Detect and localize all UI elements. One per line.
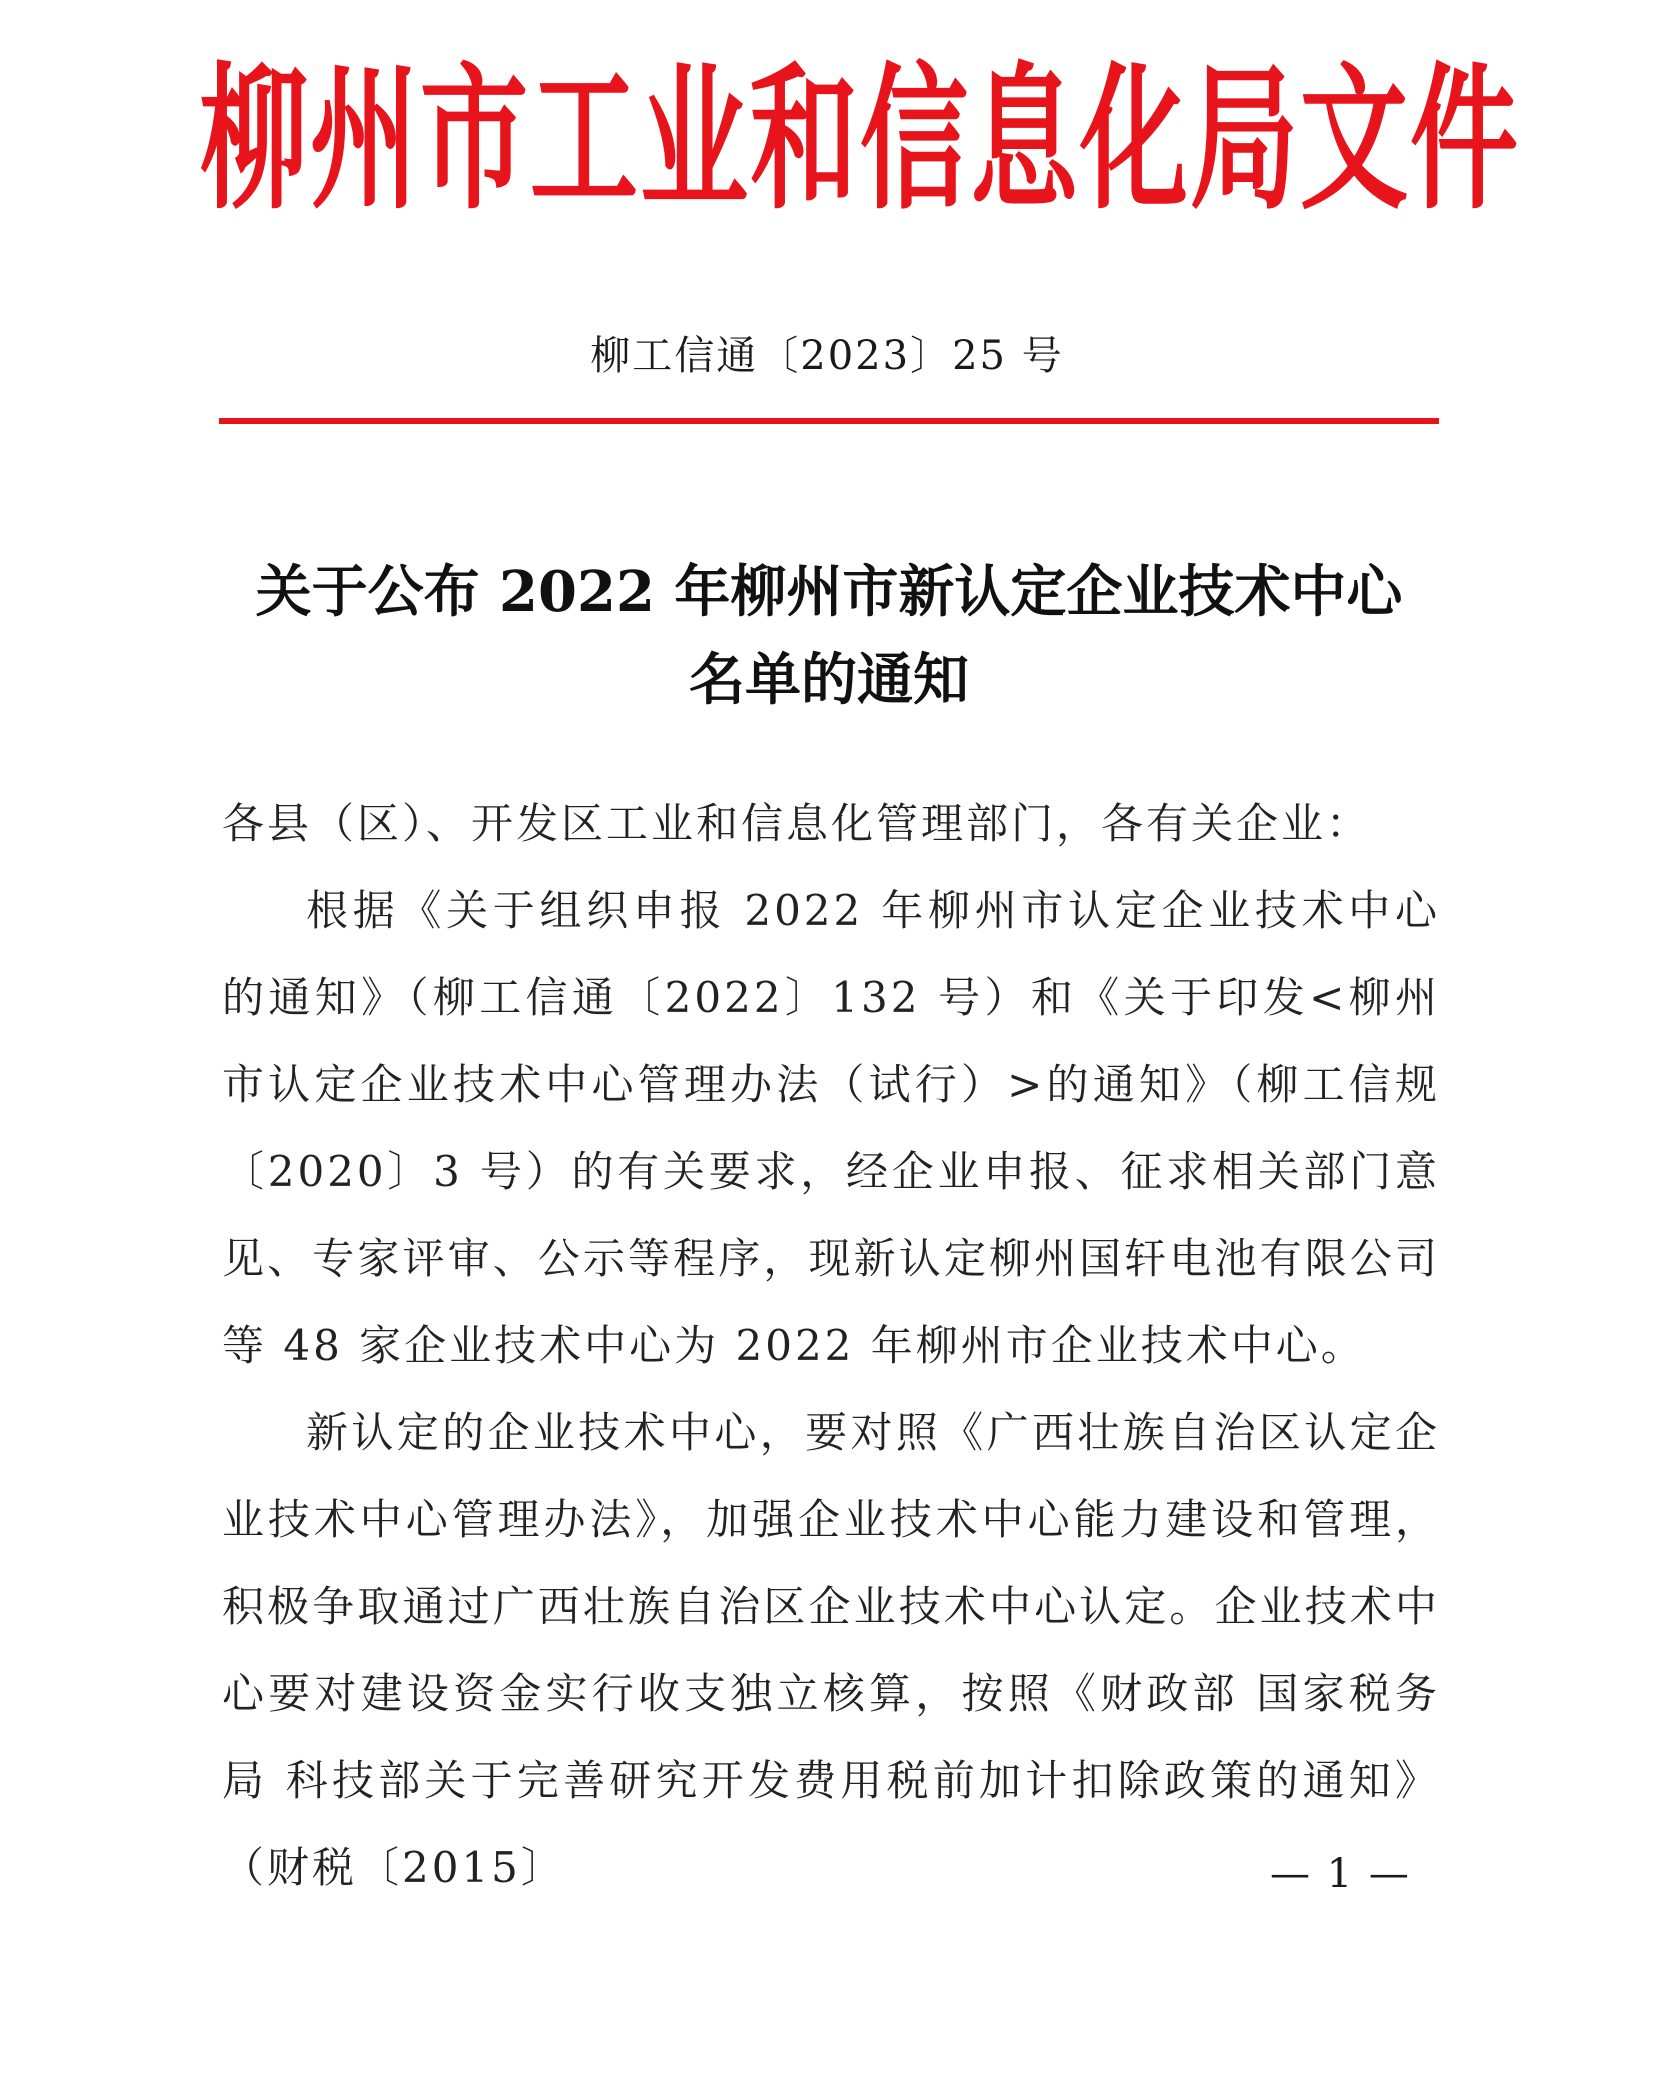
notice-title-line-1: 关于公布 2022 年柳州市新认定企业技术中心 [255, 559, 1403, 625]
paragraph-1: 根据《关于组织申报 2022 年柳州市认定企业技术中心的通知》（柳工信通〔2022〕132 号）和《关于印发<柳州市认定企业技术中心管理办法（试行）>的通知》（柳工信规〔2020〕3 号）的有关要求，经企业申报、征求相关部门意见、专家评审、公示等程序，现新认定柳州国轩电池有限公司等 48 家企业技术中心为 2022 年柳州市企业技术中心。 [222, 886, 1440, 1370]
notice-body [222, 780, 1440, 1911]
salutation: 各县（区）、开发区工业和信息化管理部门，各有关企业： [222, 799, 1372, 848]
paragraph-2: 新认定的企业技术中心，要对照《广西壮族自治区认定企业技术中心管理办法》，加强企业技术中心能力建设和管理，积极争取通过广西壮族自治区企业技术中心认定。企业技术中心要对建设资金实行收支独立核算，按照《财政部 国家税务局 科技部关于完善研究开发费用税前加计扣除政策的通知》（财税〔2015〕 [222, 1408, 1440, 1892]
agency-header-title: 柳州市工业和信息化局文件 [200, 48, 1521, 232]
red-divider-line [219, 418, 1439, 424]
notice-title [219, 548, 1439, 724]
page-number: — 1 — [1270, 1851, 1411, 1897]
notice-title-line-2: 名单的通知 [689, 647, 969, 713]
document-number: 柳工信通〔2023〕25 号 [590, 333, 1064, 379]
